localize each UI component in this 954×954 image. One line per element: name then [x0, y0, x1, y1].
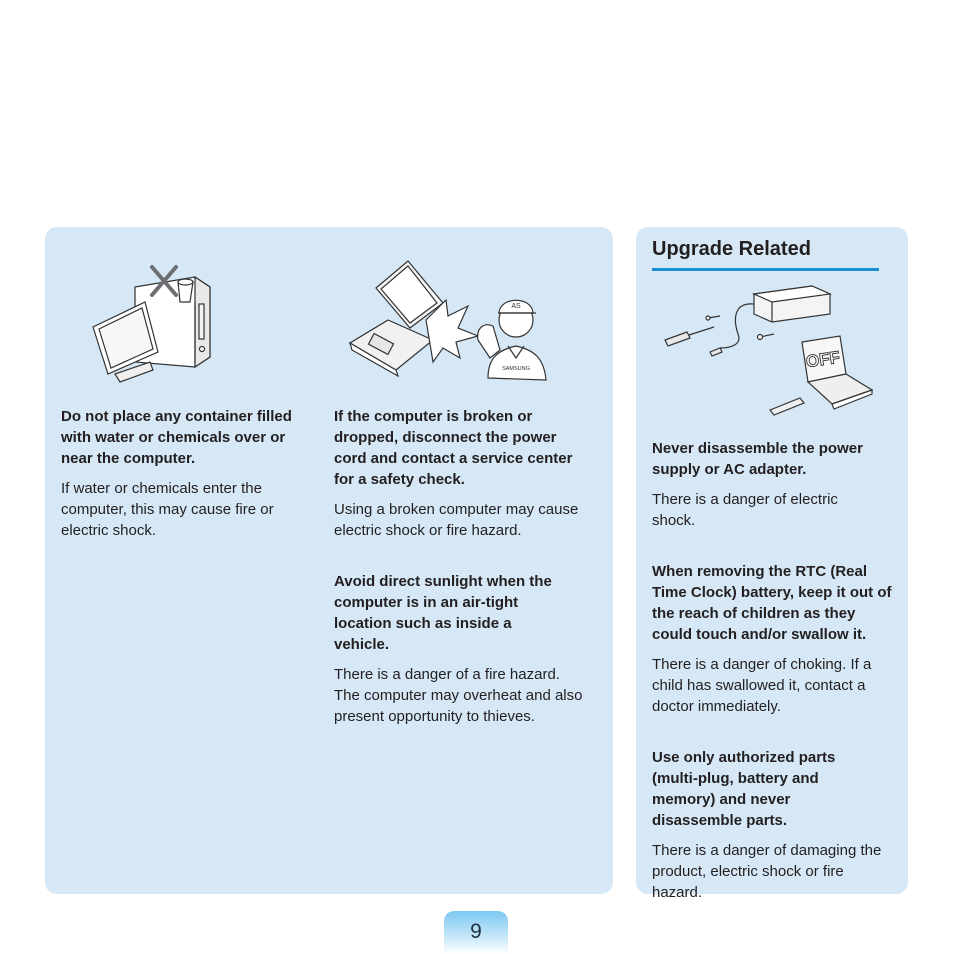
laptop-screen-off-label: OFF — [804, 347, 842, 372]
warning-body-rtc-battery: There is a danger of choking. If a child has swallowed it, contact a doctor immediately. — [652, 656, 872, 715]
warning-column-2 — [334, 406, 589, 727]
warning-heading-authorized-parts: Use only authorized parts (multi-plug, battery and memory) and never disassemble parts. — [652, 749, 836, 829]
warning-body-authorized-parts: There is a danger of damaging the product, electric shock or fire hazard. — [652, 842, 882, 901]
upgrade-parts-illustration — [662, 282, 874, 422]
technician-shirt-brand: SAMSUNG — [502, 366, 530, 372]
warning-heading-liquid: Do not place any container filled with water or chemicals over or near the computer. — [61, 408, 292, 467]
warning-heading-broken: If the computer is broken or dropped, disconnect the power cord and contact a service center for a safety check. — [334, 408, 573, 488]
warning-body-broken: Using a broken computer may cause electric shock or fire hazard. — [334, 501, 579, 539]
warning-column-1 — [61, 406, 316, 541]
warning-heading-rtc-battery: When removing the RTC (Real Time Clock) battery, keep it out of the reach of children as they could touch and/or swallow it. — [652, 563, 892, 643]
title-underline — [652, 268, 879, 271]
page-number: 9 — [470, 920, 482, 943]
service-cap-badge: AS — [511, 303, 521, 310]
warning-body-liquid: If water or chemicals enter the computer, this may cause fire or electric shock. — [61, 480, 274, 539]
warning-heading-sunlight: Avoid direct sunlight when the computer is in an air-tight location such as inside a vehicle. — [334, 573, 552, 653]
warning-body-sunlight: There is a danger of a fire hazard. The computer may overheat and also present opportunity to thieves. — [334, 666, 583, 725]
warning-body-power-supply: There is a danger of electric shock. — [652, 491, 838, 529]
upgrade-warnings-column — [652, 438, 897, 903]
upgrade-related-title: Upgrade Related — [652, 238, 811, 260]
no-liquid-illustration — [90, 262, 215, 387]
warning-heading-power-supply: Never disassemble the power supply or AC adapter. — [652, 440, 863, 478]
broken-computer-illustration — [348, 258, 550, 386]
page-number-tab — [444, 911, 508, 954]
